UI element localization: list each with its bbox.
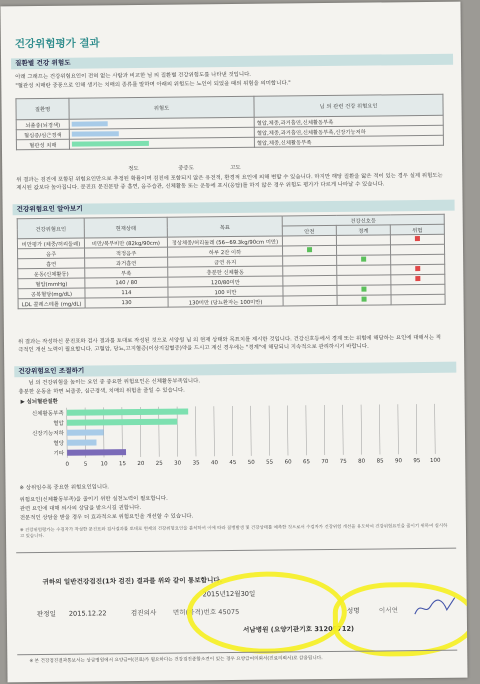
x-tick-label: 70 [321,459,329,466]
scale-mid: 중증도 [178,165,194,172]
category-label: 기타 [53,450,65,457]
highlight-circle-signature [333,581,468,657]
risk-factor-table [17,214,446,309]
x-tick-label: 0 [65,461,70,468]
bar [67,439,97,445]
gridline [398,404,399,454]
current-cell: 114 [85,287,168,298]
decision-label: 판정일 [36,609,56,619]
col-caution: 경계 [336,225,390,236]
signal-cell [283,275,337,286]
current-cell: 적정음주 [85,247,168,258]
x-tick-label: 5 [83,461,88,468]
signal-cell [391,254,445,265]
bar [67,408,188,415]
bar [67,449,126,456]
section1-intro-2: "혈관성 치매란 중풍으로 인해 생기는 치매의 종류를 말하며 아래의 위험도는 노인이 되었을 때의 위험을 의미합니다." [15,80,291,90]
col-goal: 목표 [167,216,282,237]
category-label: 혈압 [53,420,64,427]
notice: 귀하의 일반건강검진(1차 검진) 결과를 위와 같이 통보합니다. [42,576,223,587]
risk-factors: 혈압,체중,신체활동부족 [254,135,443,147]
risk-factor-rows [17,234,445,308]
col-risk: 위험도 [69,96,254,119]
signal-cell [283,265,337,276]
decision-date: 2015.12.22 [68,609,107,618]
disclaimer: ※ 건강위험평가는 수검자가 작성한 문진표와 검사결과를 토대로 현재의 건강위험요인을 분석하여 이에 따라 질병발생 및 건강상태를 예측한 것으로서 수검자가 건강위험 개선을 유도하여 건강위험요인을 줄이기 위하여 실시하고 있습니다. [19,523,448,540]
x-tick-label: 65 [302,459,310,466]
scale-high: 고도 [230,164,241,172]
risk-factors: 혈압,체중,과거흡연,신체활동부족 [254,115,443,127]
caution-marker [307,247,312,252]
issue-date: 2015년12월30일 [202,589,256,599]
caution-marker [362,297,367,302]
x-tick-label: 35 [192,460,200,467]
name-label: 성명 [346,606,360,615]
col-signal: 건강신호등 [282,214,444,226]
gridline [251,406,252,456]
signal-cell [337,255,391,266]
highlight-circle-date [186,571,347,655]
signal-cell [336,245,390,256]
factor-cell: 혈압(mmHg) [18,278,85,289]
doctor-label: 검진의사 [130,608,157,618]
col-factors: 님 의 관련 건강 위험요인 [254,94,443,117]
x-tick-label: 95 [413,458,421,465]
gridline [379,404,380,454]
disease-name: 뇌졸중(뇌경색) [16,119,69,130]
factor-cell: 운동(신체활동) [18,268,85,279]
gridline [287,405,288,455]
signal-cell [391,264,445,275]
chart-note-4: 전문적인 상담을 받을 경우 더 효과적으로 위험요인을 개선할 수 있습니다. [19,513,194,522]
x-tick-label: 55 [266,459,274,466]
signal-cell [282,245,336,256]
signal-cell [391,274,445,285]
risk-factor-chart [23,402,444,474]
factor-cell: 흡연 [18,258,85,269]
caution-marker [361,257,366,262]
scale-low: 정도 [128,165,139,173]
gridline [361,405,362,455]
license-number: 면허(자격)번호 45075 [172,607,240,617]
x-tick-label: 80 [358,458,366,465]
x-tick-label: 40 [210,460,218,467]
section1-intro-1: 아래 그래프는 건강위험요인이 전혀 없는 사람과 비교한 님 의 질환별 건강위험도를 나타낸 것입니다. [15,71,252,81]
report-page [0,2,467,683]
danger-marker [415,266,420,271]
x-tick-label: 50 [247,459,255,466]
factor-cell: LDL 콜레스테롤 (mg/dL) [18,298,85,309]
section-disease-risk-header: 질환별 건강 위험도 [11,54,453,70]
current-cell: 130 [85,297,168,308]
signal-cell [283,255,337,266]
signal-cell [390,234,444,245]
goal-cell: 하루 2잔 이하 [168,246,283,257]
category-label: 혈당 [53,440,65,447]
gridline [324,405,325,455]
goal-cell: 130미만 (당뇨환자는 100미만) [168,296,283,307]
x-tick-label: 15 [118,461,127,468]
section2-note: 위 결과는 작성하신 문진표와 검사 결과를 토대로 작성된 것으로 서양원 님 의 현재 상태와 목표치를 제시한 것입니다. 건강신호등에서 경계 또는 위험에 해당하는 요인에 대해서는 적극적인 개선 노력이 필요합니다. 고혈압, 당뇨,고지혈증(이상지질혈증)약을 드시고 계신 경우에는 "경계"에 해당되니 지속적으로 관리하시기 바랍니다. [17,334,441,354]
goal-cell: 충분한 신체활동 [168,266,283,277]
gridline [416,404,417,454]
gridline [269,406,270,456]
section3-text-2: 충분한 운동을 하면 뇌졸중, 심근경색, 치매의 위험을 줄일 수 있습니다. [18,387,185,396]
x-tick-label: 85 [376,458,384,465]
col-disease: 질환명 [16,98,69,120]
signal-cell [337,295,391,306]
x-tick-label: 10 [100,461,108,468]
col-current: 현재상태 [84,217,167,238]
x-tick-label: 45 [229,459,237,467]
goal-cell: 100 미만 [168,286,283,297]
current-cell: 과거흡연 [85,257,168,268]
risk-bar [72,121,108,126]
disease-risk-table [15,94,444,150]
goal-cell: 120/80미만 [168,276,283,287]
chart-note-2: 위험요인(신체활동부족)을 줄이기 위한 실천노력이 필요합니다. [19,495,168,504]
category-label: 신체활동부족 [31,410,64,418]
x-tick-label: 60 [284,459,292,466]
x-tick-label: 25 [155,460,163,467]
gridline [435,404,436,454]
current-cell: 부족 [85,267,168,278]
section-control-header: 건강위험요인 조절하기 [14,362,456,378]
name-value: 이서연 [378,606,398,615]
signal-cell [283,295,337,306]
x-tick-label: 20 [137,460,145,468]
bar [67,429,104,435]
factor-cell: 공복혈당(mg/dL) [18,288,85,299]
signal-cell [282,235,336,246]
signal-cell [391,294,445,305]
signal-cell [337,275,391,286]
gridline [232,406,233,456]
chart-note-3: 관련 요인에 대해 의사의 상담을 받으시길 권합니다. [19,504,142,513]
danger-marker [415,236,420,241]
section-risk-factors-header: 건강위험요인 알아보기 [13,200,455,216]
signal-cell [336,235,390,246]
divider [16,548,456,553]
chart-title: ▶ 심뇌혈관질환 [20,398,58,406]
institution: 서남병원 (요양기관기호 31205712) [242,624,355,634]
category-label: 신장기능저하 [32,430,64,438]
gridline [214,406,215,456]
goal-cell: 정상체중/허리둘레 (56~69.3kg/90cm 미만) [167,236,282,247]
factor-cell: 비만평가 (체중/허리둘레) [17,238,84,249]
signal-cell [337,285,391,296]
section3-text-1: 님 의 건강위험을 높이는 요인 중 중요한 위험요인은 신체활동부족입니다. [28,378,201,387]
gridline [306,405,307,455]
x-tick-label: 90 [394,458,402,465]
gridline [343,405,344,455]
signal-cell [337,265,391,276]
x-tick-label: 30 [174,460,182,467]
signal-cell [390,244,444,255]
bar [67,419,177,426]
current-cell: 140 / 80 [85,277,168,288]
section1-note: 위 결과는 검진에 포함된 위험요인만으로 추정된 확률이며 검진에 포함되지 않은 유전적, 환경적 요인에 의해 변할 수 있습니다. 하지만 해당 질환을 앓은 적이 있는 경우 실제 위험도는 제시된 값보다 높아집니다. 문진표 문진문항 중 흡연, 음주습관, 신체활동 또는 운동에 표시(응답)를 하지 않은 경우 위험도 평가가 다르게 나타날 수 있습니다. [16,172,443,192]
risk-bar [72,140,149,146]
risk-bar [72,131,119,136]
risk-cell [69,137,254,149]
goal-cell: 금연 유지 [168,256,283,267]
chart-note-1: ※ 상위임수록 중요한 위험요인입니다. [19,484,110,492]
x-tick-label: 75 [339,458,347,465]
report-title: 건강위험평가 결과 [14,37,100,51]
x-tick-label: 100 [429,457,441,464]
risk-factors: 혈압,체중,과거흡연,신체활동부족,신장기능저하 [254,125,443,137]
col-safe: 안전 [282,225,336,236]
disease-name: 혈심증/심근경색 [16,129,69,140]
caution-marker [361,287,366,292]
signal-cell [391,284,445,295]
danger-marker [415,276,420,281]
current-cell: 비만/복부비만 (82kg/90cm) [84,237,167,248]
disease-name: 혈관성 치매 [16,139,69,150]
col-danger: 위험 [390,224,444,235]
bottom-note: ※ 본 건강검진결과통보서는 상급병원에서 요양급여(진료)가 필요하다는 건강검진종합소견이 있는 경우 요양급여의뢰서(진료의뢰서)로 갈음됩니다. [29,656,323,665]
gridline [195,406,196,456]
signal-cell [283,285,337,296]
col-factor: 건강위험요인 [17,218,84,239]
factor-cell: 음주 [18,248,85,259]
